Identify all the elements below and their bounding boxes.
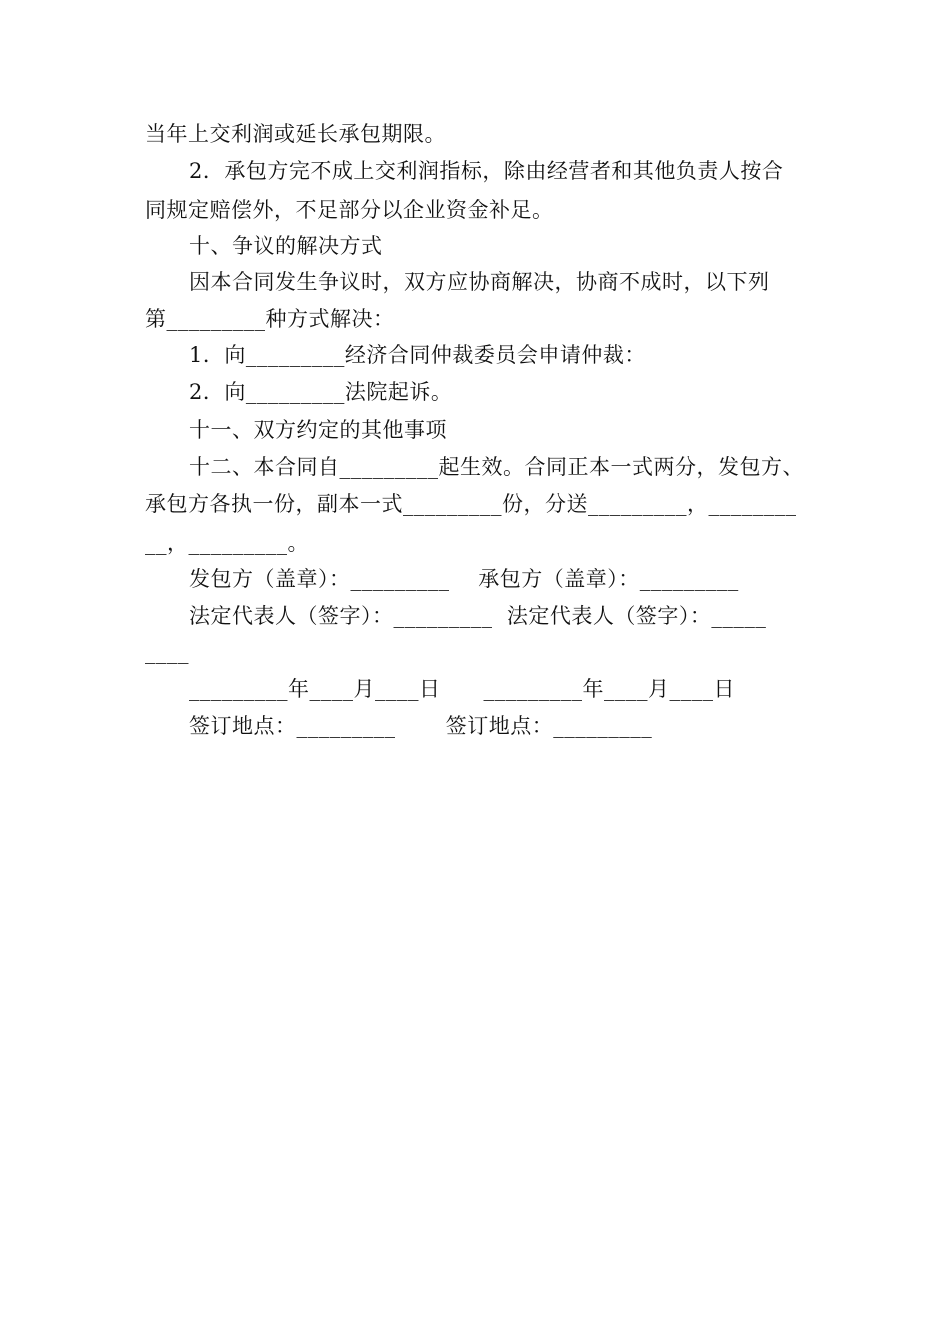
date-line: _________年____月____日 _________年____月____日 <box>189 677 736 701</box>
section-heading-effect: 十二、本合同自_________起生效。合同正本一式两分，发包方、 <box>189 455 804 479</box>
paragraph-line: 当年上交利润或延长承包期限。 <box>145 122 446 146</box>
section-heading-other: 十一、双方约定的其他事项 <box>189 418 447 442</box>
paragraph-line: 承包方各执一份，副本一式_________份，分送_________，________ <box>145 492 797 516</box>
seal-line: 发包方（盖章）：_________ 承包方（盖章）：_________ <box>189 567 739 591</box>
paragraph-line: 同规定赔偿外，不足部分以企业资金补足。 <box>145 198 554 222</box>
signature-line: 法定代表人（签字）：_________ 法定代表人（签字）：_____ <box>189 604 767 628</box>
option-arbitration-line: 1．向_________经济合同仲裁委员会申请仲裁： <box>189 343 646 367</box>
section-heading-dispute: 十、争议的解决方式 <box>189 234 383 258</box>
clause-2-line: 2．承包方完不成上交利润指标，除由经营者和其他负责人按合 <box>189 159 784 183</box>
paragraph-line: __，_________。 <box>145 531 309 555</box>
paragraph-line: 第_________种方式解决： <box>145 307 395 331</box>
paragraph-line: 因本合同发生争议时，双方应协商解决，协商不成时，以下列 <box>189 270 770 294</box>
option-court-line: 2．向_________法院起诉。 <box>189 380 453 404</box>
location-line: 签订地点：_________ 签订地点：_________ <box>189 714 653 738</box>
signature-line-continued: ____ <box>145 640 189 664</box>
